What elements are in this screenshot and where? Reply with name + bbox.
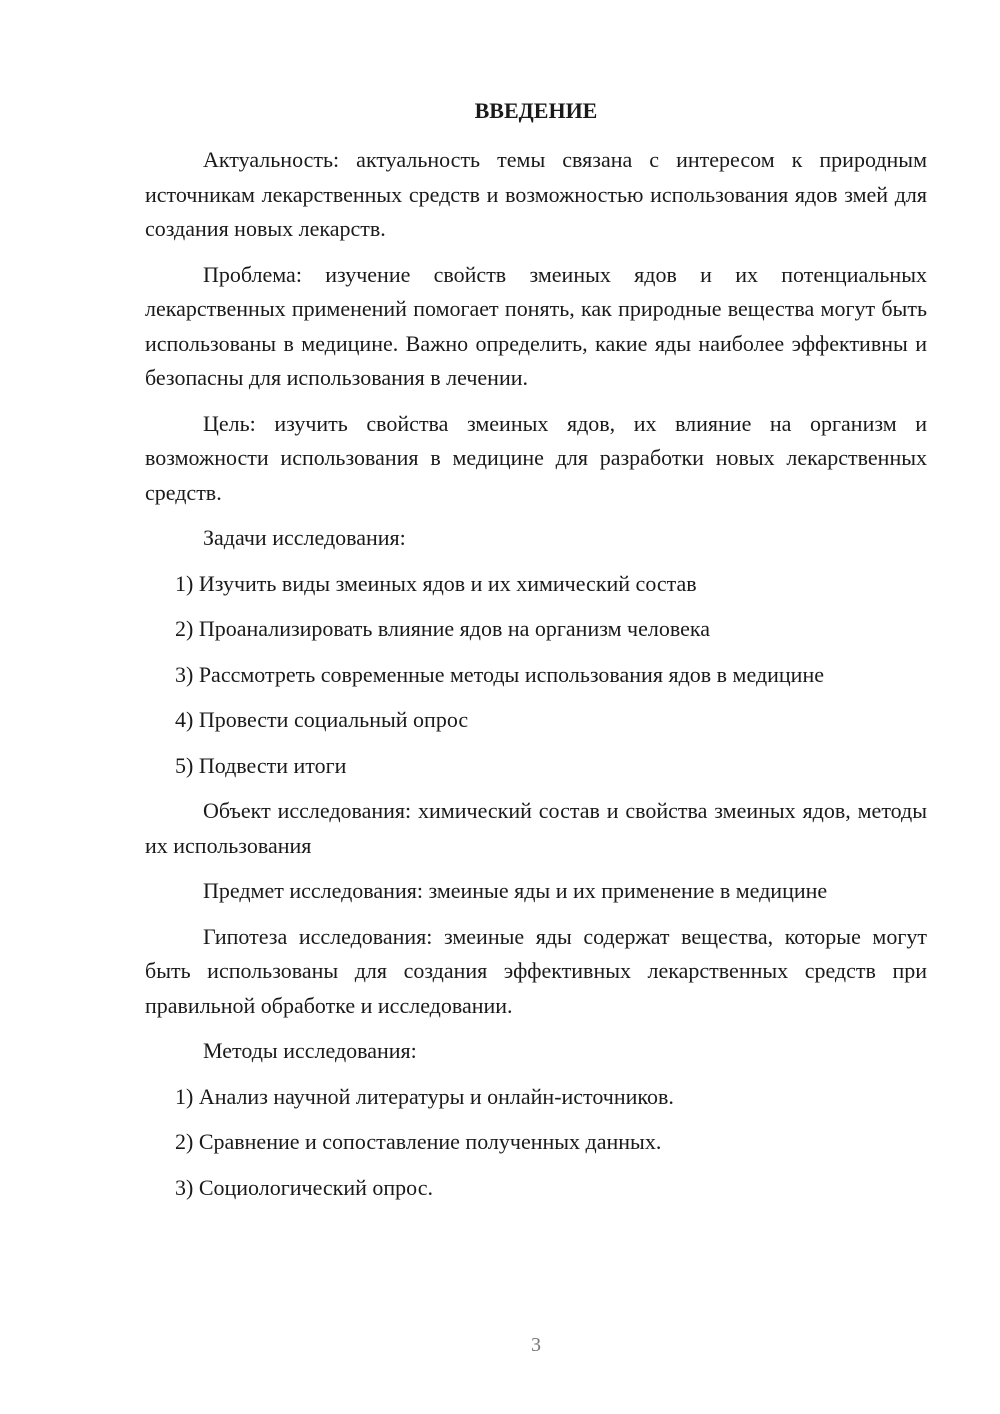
method-item: 3) Социологический опрос. [175,1174,433,1200]
paragraph-hypothesis: Гипотеза исследования: змеиные яды содержат вещества, которые могут быть использованы для создания эффективных лекарственных средств при правильной обработке и исследовании. [145,923,927,1018]
task-item: 2) Проанализировать влияние ядов на организм человека [175,616,710,641]
task-item: 3) Рассмотреть современные методы использования ядов в медицине [175,661,824,687]
paragraph-relevance: Актуальность: актуальность темы связана с интересом к природным источникам лекарственных средств и возможностью использования ядов змей для создания новых лекарств. [145,147,927,241]
method-item: 2) Сравнение и сопоставление полученных данных. [175,1129,662,1154]
document-body [145,143,927,1216]
tasks-heading: Задачи исследования: [203,525,406,550]
task-item: 1) Изучить виды змеиных ядов и их химический состав [175,570,697,596]
page-number: 3 [531,1334,541,1356]
paragraph-problem: Проблема: изучение свойств змеиных ядов и их потенциальных лекарственных применений помогает понять, как природные вещества могут быть использованы в медицине. Важно определить, какие яды наиболее эффективны и безопасны для использования в лечении. [145,261,927,390]
paragraph-subject: Предмет исследования: змеиные яды и их применение в медицине [203,878,828,903]
paragraph-goal: Цель: изучить свойства змеиных ядов, их влияние на организм и возможности использования в медицине для разработки новых лекарственных средств. [145,410,927,505]
paragraph-object: Объект исследования: химический состав и свойства змеиных ядов, методы их использования [145,798,927,858]
task-item: 4) Провести социальный опрос [175,707,469,732]
page-title: ВВЕДЕНИЕ [474,98,598,123]
method-item: 1) Анализ научной литературы и онлайн-источников. [175,1083,674,1109]
methods-heading: Методы исследования: [203,1038,417,1063]
task-item: 5) Подвести итоги [175,752,347,778]
